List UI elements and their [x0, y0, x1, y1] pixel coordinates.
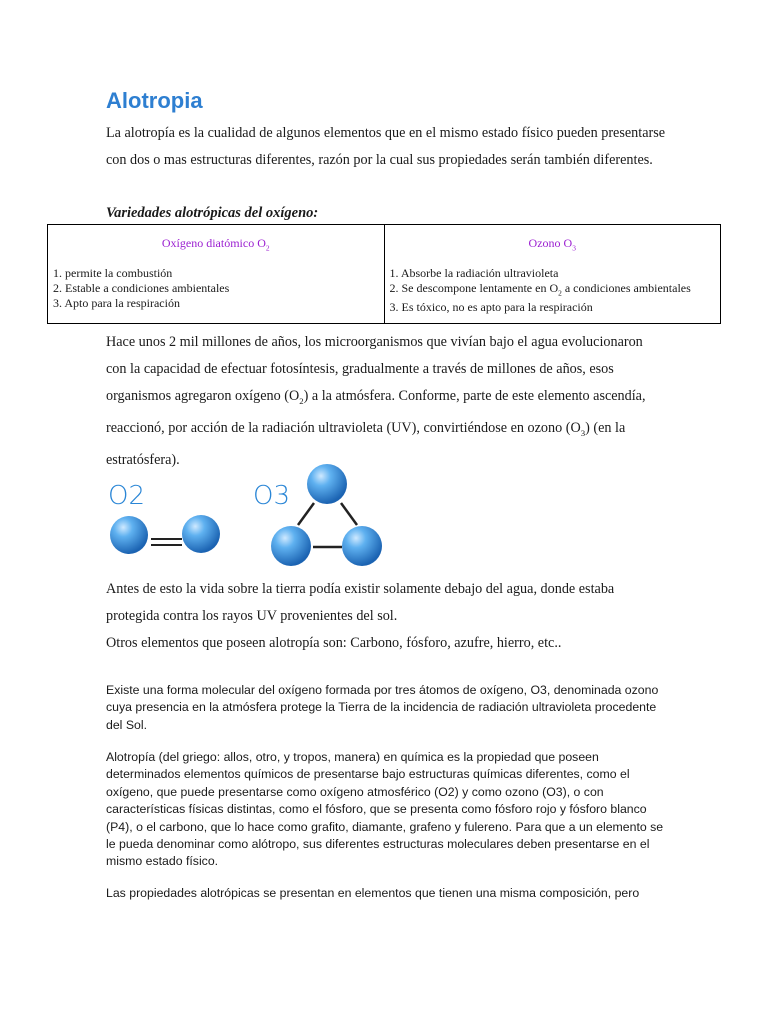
- list-item: 2. Estable a condiciones ambientales: [53, 281, 230, 295]
- o2-atom-left: [110, 516, 148, 554]
- list-item: 3. Es tóxico, no es apto para la respiración: [389, 300, 593, 315]
- column-header-dioxygen: Oxígeno diatómico $O_2$: [161, 236, 270, 253]
- intro-paragraph: La alotropía es la cualidad de algunos elementos que en el mismo estado físico pueden presentarse con dos o mas estructuras diferentes, razón por la cual sus propiedades serán también diferentes.: [106, 125, 666, 168]
- ozone-properties-list: [390, 266, 716, 315]
- o3-atom-bottom-left: [271, 526, 311, 566]
- table-column-ozone: [384, 225, 721, 323]
- o2-atom-right: [182, 515, 220, 553]
- column-header-ozone: Ozono $O_3$: [528, 236, 576, 253]
- allotropes-table: [47, 224, 721, 324]
- list-item: 1. Absorbe la radiación ultravioleta: [389, 266, 559, 280]
- page-title: Alotropia: [106, 88, 203, 113]
- o3-bond-left: [298, 503, 314, 525]
- molecule-diagram: [100, 455, 400, 570]
- o3-label: O3: [253, 481, 291, 511]
- table-heading: Variedades alotrópicas del oxígeno:: [106, 205, 319, 221]
- allotropic-properties-paragraph: Las propiedades alotrópicas se presentan en elementos que tienen una misma composición, pero: [106, 886, 640, 900]
- list-item: 2. Se descompone lentamente en $O_2$ a condiciones ambientales: [389, 281, 691, 298]
- allotropy-definition-paragraph: Alotropía (del griego: allos, otro, y tropos, manera) en química es la propiedad que poseen determinados elementos químicos de presentarse bajo estructuras químicas diferentes, como el oxígeno, que puede presentarse como oxígeno atmosférico (O2) y como ozono (O3), o con características físicas distintas, como el fósforo, que se presenta como fósforo rojo y fósforo blanco (P4), o el carbono, que lo hace como grafito, diamante, grafeno y fulereno. Para que a un elemento se le pueda denominar como alótropo, sus diferentes estructuras moleculares deben presentarse en el mismo estado físico.: [106, 750, 664, 869]
- ozone-molecule-paragraph: Existe una forma molecular del oxígeno formada por tres átomos de oxígeno, O3, denominada ozono cuya presencia en la atmósfera protege la Tierra de la incidencia de radiación ultravioleta procedente del Sol.: [106, 683, 659, 732]
- o3-atom-bottom-right: [342, 526, 382, 566]
- o3-atom-top: [307, 464, 347, 504]
- list-item: 1. permite la combustión: [53, 266, 173, 280]
- pre-ozone-paragraph: Antes de esto la vida sobre la tierra podía existir solamente debajo del agua, donde estaba protegida contra los rayos UV provenientes del sol.: [106, 581, 615, 624]
- o3-bond-right: [341, 503, 357, 525]
- table-column-dioxygen: [48, 225, 384, 323]
- history-paragraph: Hace unos 2 mil millones de años, los microorganismos que vivían bajo el agua evolucionaron con la capacidad de efectuar fotosíntesis, gradualmente a través de millones de años, esos organismos agregaron oxígeno $(O_2)$ a la atmósfera. Conforme, parte de este elemento ascendía, reaccionó, por acción de la radiación ultravioleta (UV), convirtiéndose en ozono $(O_3)$ (en la estratósfera).: [106, 334, 646, 468]
- o2-label: O2: [108, 481, 146, 511]
- dioxygen-properties-list: [53, 266, 379, 311]
- other-elements-paragraph: Otros elementos que poseen alotropía son: Carbono, fósforo, azufre, hierro, etc..: [106, 635, 562, 651]
- list-item: 3. Apto para la respiración: [53, 296, 180, 310]
